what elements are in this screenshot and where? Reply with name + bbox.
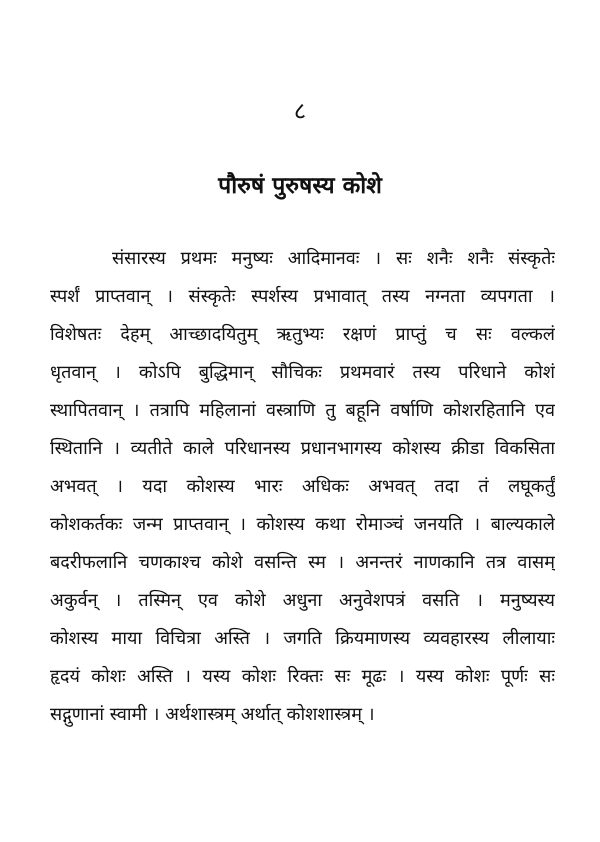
chapter-title: पौरुषं पुरुषस्य कोशे	[218, 173, 382, 199]
text-line: सद्गुणानां स्वामी । अर्थशास्त्रम् अर्थात् कोशशास्त्रम् ।	[50, 704, 375, 725]
text-line: कोशकर्तकः जन्म प्राप्तवान् । कोशस्य कथा रोमाञ्चं जनयति । बाल्यकाले	[50, 514, 555, 535]
text-line: हृदयं कोशः अस्ति । यस्य कोशः रिक्तः सः मूढः । यस्य कोशः पूर्णः सः	[50, 666, 555, 687]
text-line: बदरीफलानि चणकाश्च कोशे वसन्ति स्म । अनन्तरं नाणकानि तत्र वासम्	[50, 552, 555, 573]
text-line: विशेषतः देहम् आच्छादयितुम् ऋतुभ्यः रक्षणं प्राप्तुं च सः वल्कलं	[50, 324, 555, 345]
body-paragraph	[50, 240, 555, 734]
text-line: अकुर्वन् । तस्मिन् एव कोशे अधुना अनुवेशपत्रं वसति । मनुष्यस्य	[50, 590, 555, 611]
text-line: धृतवान् । कोऽपि बुद्धिमान् सौचिकः प्रथमवारं तस्य परिधाने कोशं	[50, 362, 555, 383]
text-line: स्पर्शं प्राप्तवान् । संस्कृतेः स्पर्शस्य प्रभावात् तस्य नग्नता व्यपगता ।	[50, 286, 555, 307]
text-line: स्थापितवान् । तत्रापि महिलानां वस्त्राणि तु बहूनि वर्षाणि कोशरहितानि एव	[50, 400, 555, 421]
text-line: स्थितानि । व्यतीते काले परिधानस्य प्रधानभागस्य कोशस्य क्रीडा विकसिता	[50, 438, 555, 459]
text-line: अभवत् । यदा कोशस्य भारः अधिकः अभवत् तदा तं लघूकर्तुं	[50, 476, 555, 497]
text-line: कोशस्य माया विचित्रा अस्ति । जगति क्रियमाणस्य व्यवहारस्य लीलायाः	[50, 628, 555, 649]
text-line: संसारस्य प्रथमः मनुष्यः आदिमानवः । सः शनैः शनैः संस्कृतेः	[112, 248, 555, 269]
page-number: ८	[293, 97, 307, 125]
